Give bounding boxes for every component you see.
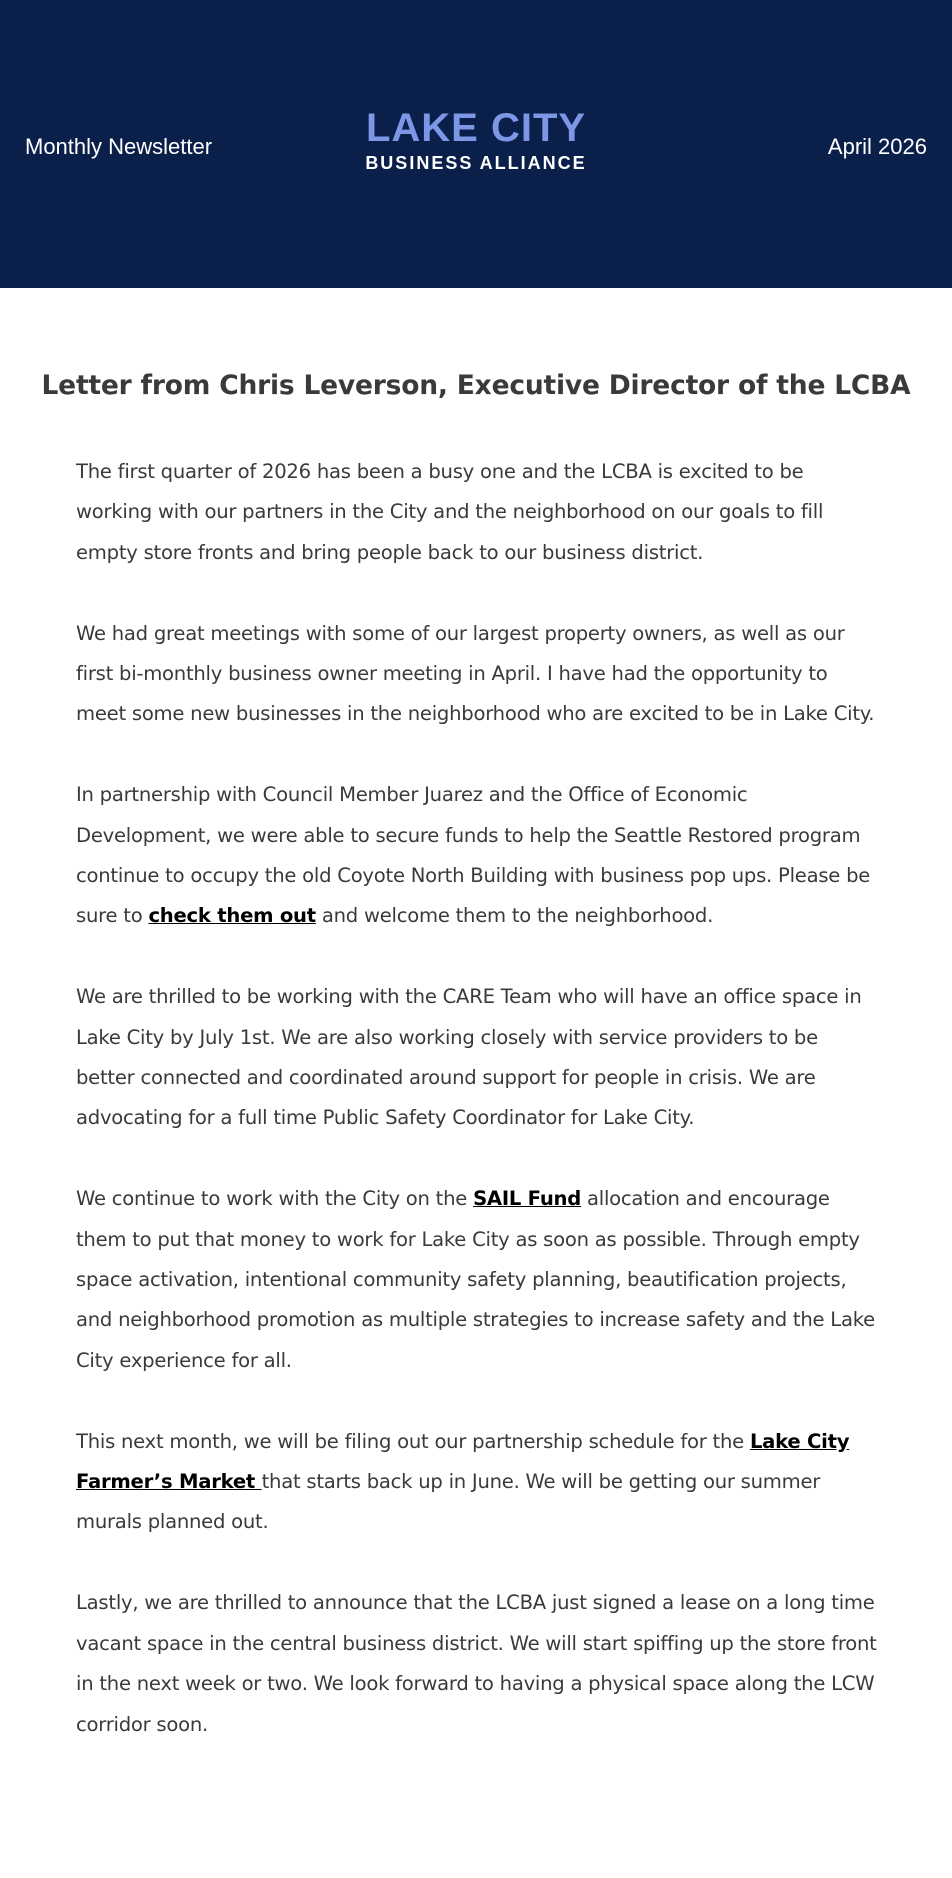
letter-body <box>76 452 882 1785</box>
newsletter-label: Monthly Newsletter <box>25 134 213 159</box>
paragraph: We had great meetings with some of our largest property owners, as well as our first bi-monthly business owner meeting in April. I have had the opportunity to meet some new businesses in the neighborhood who are excited to be in Lake City. <box>76 621 875 726</box>
logo-subtitle: BUSINESS ALLIANCE <box>365 153 587 173</box>
check-them-out-link[interactable]: check them out <box>148 904 316 928</box>
newsletter-header <box>0 0 952 288</box>
paragraph-text: that starts back up in June. We will be getting our summer murals planned out. <box>76 1470 821 1534</box>
paragraph <box>76 775 882 937</box>
paragraph: The first quarter of 2026 has been a busy one and the LCBA is excited to be working with our partners in the City and the neighborhood on our goals to fill empty store fronts and bring people back to our business district. <box>76 460 824 564</box>
paragraph-text: In partnership with Council Member Juarez and the Office of Economic Development, we were able to secure funds to help the Seattle Restored program continue to occupy the old Coyote North Building with business pop ups. Please be sure to <box>76 783 871 928</box>
issue-date: April 2026 <box>827 134 927 159</box>
paragraph: We are thrilled to be working with the CARE Team who will have an office space in Lake City by July 1st. We are also working closely with service providers to be better connected and coordinated around support for people in crisis. We are advocating for a full time Public Safety Coordinator for Lake City. <box>76 985 862 1130</box>
letter-title: Letter from Chris Leverson, Executive Director of the LCBA <box>41 370 911 401</box>
sail-fund-link[interactable]: SAIL Fund <box>473 1187 582 1211</box>
paragraph-text: This next month, we will be filing out our partnership schedule for the <box>76 1429 750 1453</box>
lcba-logo[interactable] <box>0 106 952 174</box>
paragraph <box>76 1179 882 1381</box>
paragraph-text: allocation and encourage them to put that money to work for Lake City as soon as possible. Through empty space activation, intentional community safety planning, beautification projects, and neighborhood promotion as multiple strategies to increase safety and the Lake City experience for all. <box>76 1187 875 1372</box>
paragraph <box>76 1422 882 1543</box>
logo-title: LAKE CITY <box>365 106 587 150</box>
paragraph: Lastly, we are thrilled to announce that the LCBA just signed a lease on a long time vacant space in the central business district. We will start spiffing up the store front in the next week or two. We look forward to having a physical space along the LCW corridor soon. <box>76 1591 877 1736</box>
paragraph-text: We continue to work with the City on the <box>76 1187 474 1211</box>
paragraph-text: and welcome them to the neighborhood. <box>315 904 714 928</box>
farmers-market-link[interactable]: Lake City Farmer’s Market <box>76 1429 850 1494</box>
